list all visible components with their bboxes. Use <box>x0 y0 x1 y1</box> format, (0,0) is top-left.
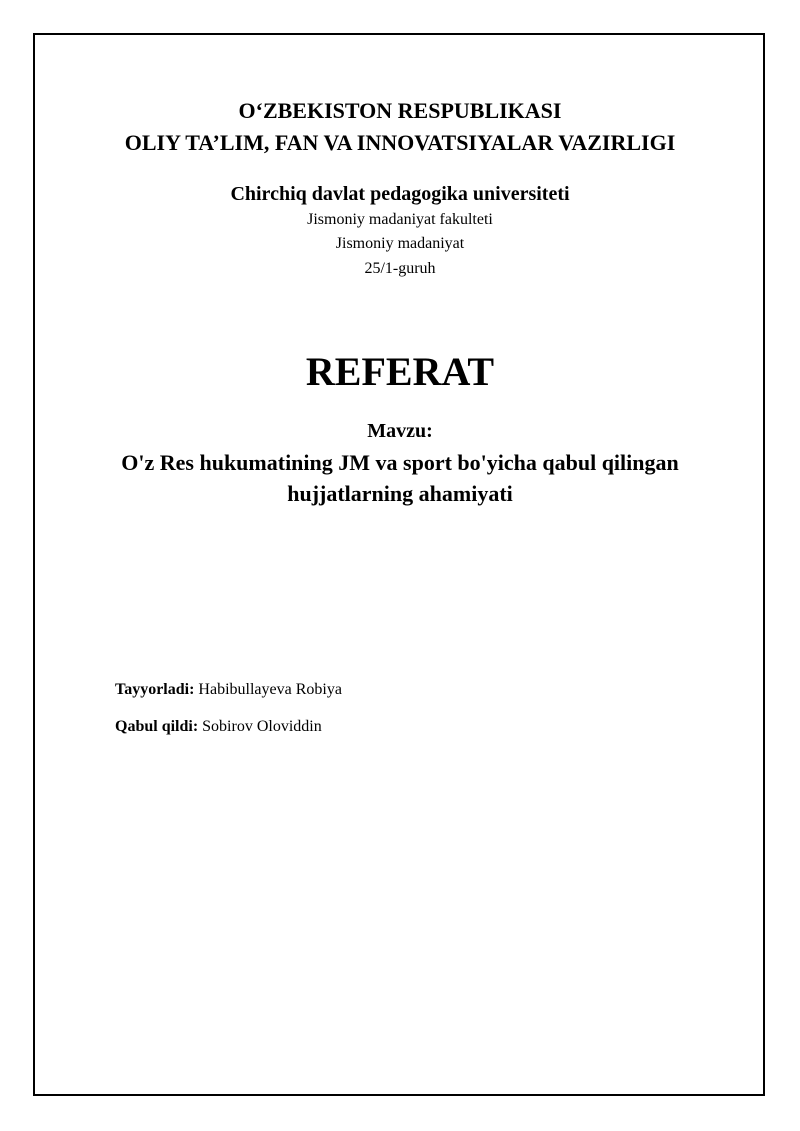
accepted-by-name: Sobirov Oloviddin <box>202 718 322 735</box>
ministry-title: OLIY TA’LIM, FAN VA INNOVATSIYALAR VAZIRLIGI <box>124 130 676 155</box>
topic-label: Mavzu: <box>367 420 433 442</box>
accepted-by-label: Qabul qildi: <box>115 718 199 735</box>
prepared-by-name: Habibullayeva Robiya <box>198 681 342 698</box>
prepared-by-label: Tayyorladi: <box>115 681 195 698</box>
university-name: Chirchiq davlat pedagogika universiteti <box>230 183 570 205</box>
group-name: 25/1-guruh <box>364 260 436 277</box>
topic-line-1: O'z Res hukumatining JM va sport bo'yicha qabul qilingan <box>121 450 679 475</box>
accepted-by-line <box>115 716 322 738</box>
topic-line-2: hujjatlarning ahamiyati <box>287 481 513 506</box>
document-type-title: REFERAT <box>305 349 495 394</box>
department-name: Jismoniy madaniyat <box>335 235 465 252</box>
faculty-name: Jismoniy madaniyat fakulteti <box>307 211 493 228</box>
prepared-by-line <box>115 679 342 701</box>
republic-title: O‘ZBEKISTON RESPUBLIKASI <box>238 98 562 123</box>
